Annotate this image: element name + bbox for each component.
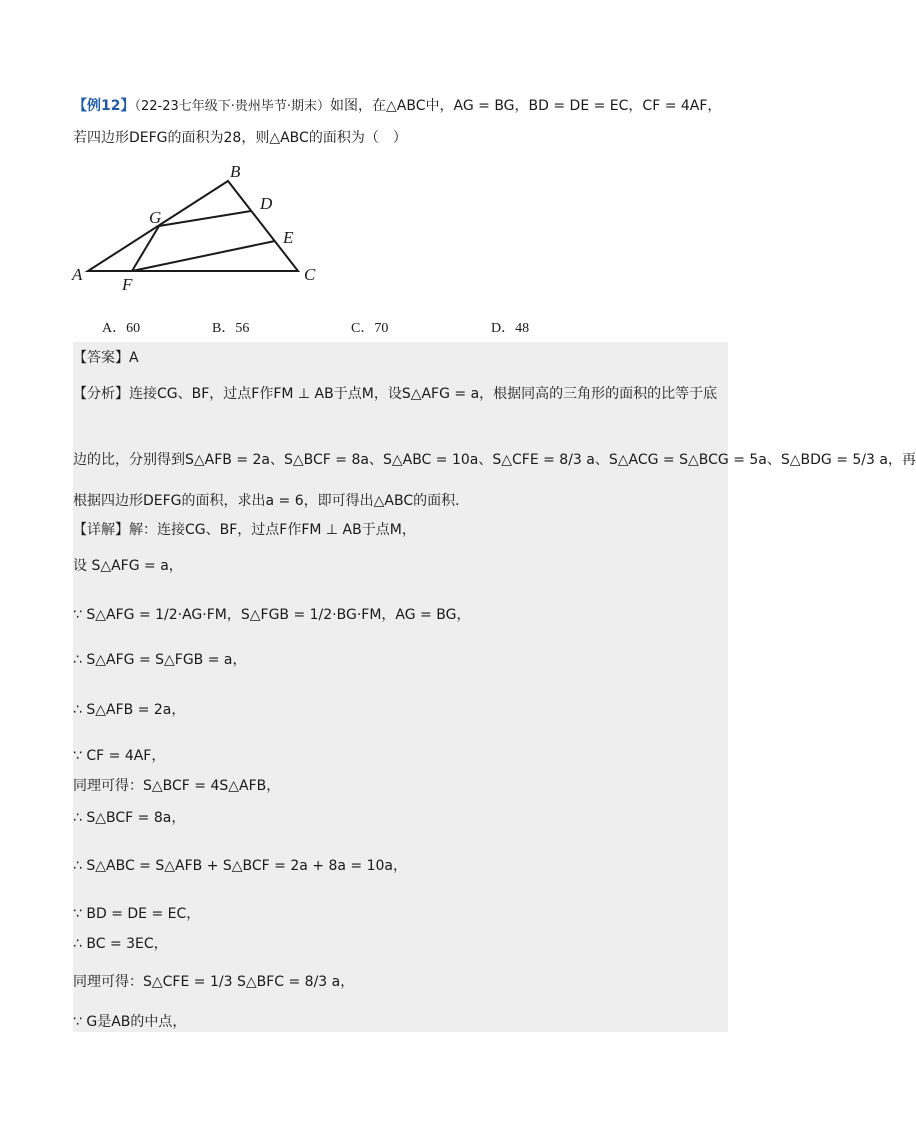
analysis-line-1 <box>73 384 717 404</box>
detail-step-6: 同理可得：S△BCF = 4S△AFB， <box>73 778 281 794</box>
option-d[interactable]: D．48 <box>491 321 530 336</box>
triangle-figure <box>70 160 330 295</box>
label-g: G <box>149 208 162 227</box>
answer-line <box>73 348 139 368</box>
detail-line-intro <box>73 520 416 540</box>
answer-value: A <box>129 350 139 366</box>
detail-step-1: 设 S△AFG = a， <box>73 558 183 574</box>
detail-step-5: ∵ CF = 4AF， <box>73 748 166 764</box>
analysis-tag: 【分析】 <box>73 386 129 402</box>
label-c: C <box>304 265 316 284</box>
detail-step-7: ∴ S△BCF = 8a， <box>73 810 186 826</box>
label-d: D <box>260 194 273 213</box>
detail-intro: 解：连接CG、BF，过点F作FM ⊥ AB于点M， <box>129 522 416 538</box>
answer-tag: 【答案】 <box>73 350 129 366</box>
detail-step-11: 同理可得：S△CFE = 1/3 S△BFC = 8/3 a， <box>73 974 355 990</box>
analysis-text-1: 连接CG、BF，过点F作FM ⊥ AB于点M，设S△AFG = a，根据同高的三角形的面积的比等于底 <box>129 386 718 402</box>
label-e: E <box>283 228 294 247</box>
detail-step-12: ∵ G是AB的中点， <box>73 1014 187 1030</box>
solution-panel <box>73 342 728 1032</box>
segment-gf <box>132 226 159 271</box>
question-text-1: 如图，在△ABC中，AG = BG，BD = DE = EC，CF = 4AF， <box>330 98 722 114</box>
segment-gd <box>159 211 251 226</box>
detail-step-3: ∴ S△AFG = S△FGB = a， <box>73 652 247 668</box>
detail-step-8: ∴ S△ABC = S△AFB + S△BCF = 2a + 8a = 10a， <box>73 858 407 874</box>
label-a: A <box>72 265 83 284</box>
analysis-line-3: 根据四边形DEFG的面积，求出a = 6，即可得出△ABC的面积． <box>73 493 470 509</box>
option-a[interactable]: A．60 <box>102 321 141 336</box>
detail-tag: 【详解】 <box>73 522 129 538</box>
detail-step-9: ∵ BD = DE = EC， <box>73 906 201 922</box>
label-f: F <box>122 275 133 294</box>
detail-step-4: ∴ S△AFB = 2a， <box>73 702 186 718</box>
question-line-2: 若四边形DEFG的面积为28，则△ABC的面积为（ ） <box>73 130 407 146</box>
detail-step-2: ∵ S△AFG = 1/2·AG·FM，S△FGB = 1/2·BG·FM，AG = BG， <box>73 607 471 623</box>
detail-step-10: ∴ BC = 3EC， <box>73 936 168 952</box>
label-b: B <box>230 162 241 181</box>
example-tag: 【例12】 <box>73 98 135 114</box>
question-source: （22-23七年级下·贵州毕节·期末） <box>134 99 331 114</box>
option-b[interactable]: B．56 <box>212 321 250 336</box>
question-line-1 <box>73 96 721 117</box>
option-c[interactable]: C．70 <box>351 321 389 336</box>
analysis-line-2: 边的比，分别得到S△AFB = 2a、S△BCF = 8a、S△ABC = 10a、S△CFE = 8/3 a、S△ACG = S△BCG = 5a、S△BDG = 5/3 a，再 <box>73 452 916 468</box>
segment-fe <box>132 241 275 271</box>
